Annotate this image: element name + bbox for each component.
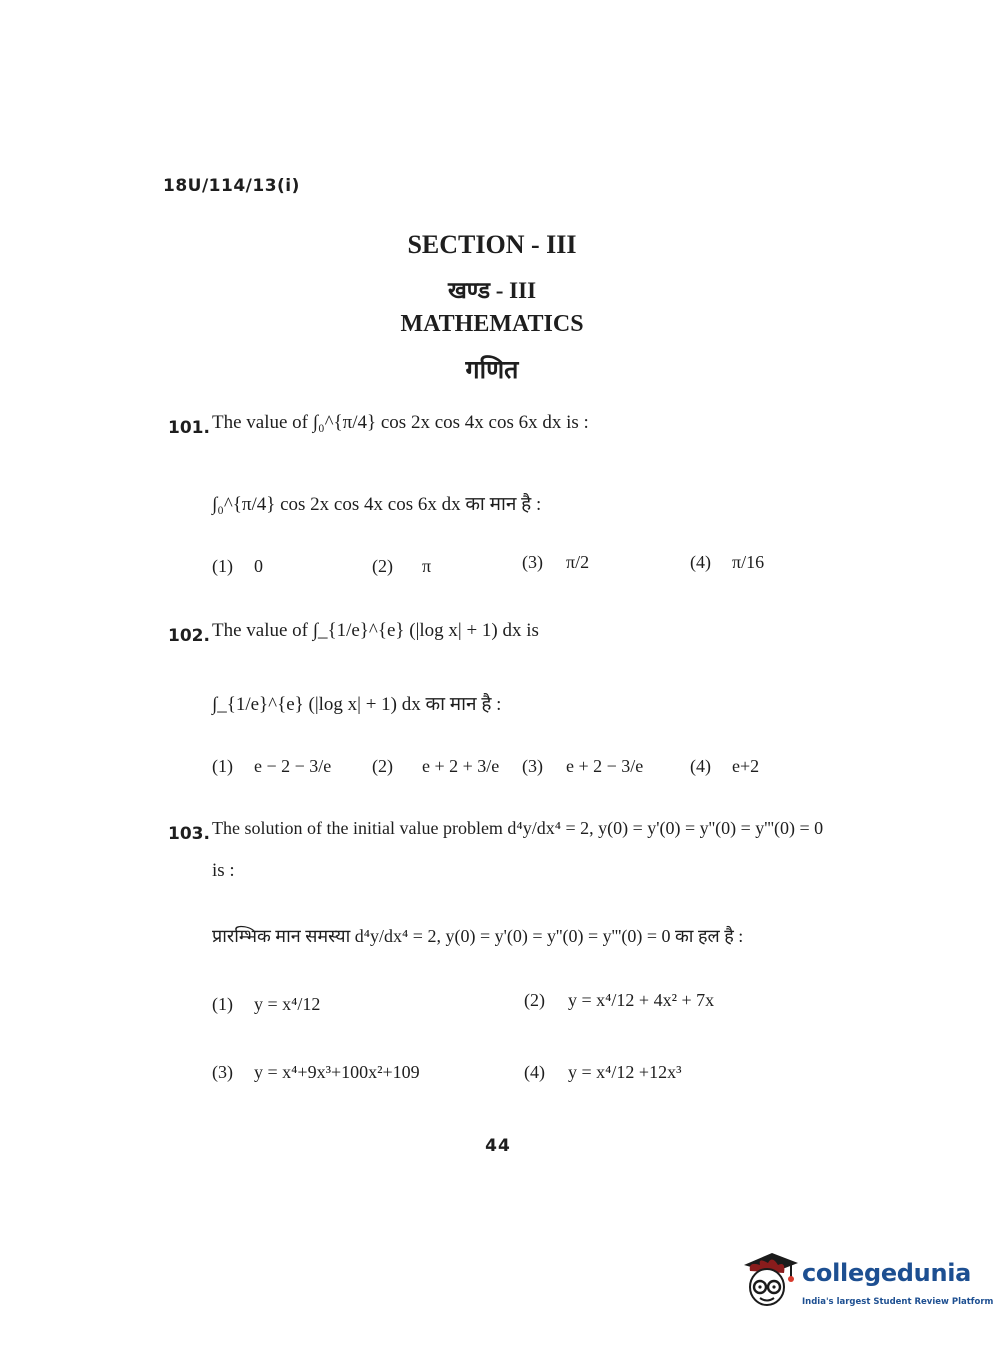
option-label: (4) xyxy=(524,1062,545,1082)
subject-en: MATHEMATICS xyxy=(400,311,584,337)
option-value: y = x⁴/12 +12x³ xyxy=(568,1062,682,1082)
page-number: 44 xyxy=(485,1136,511,1156)
question-text-en: The solution of the initial value problem d⁴y/dx⁴ = 2, y(0) = y'(0) = y''(0) = y'''(0) = 0 xyxy=(212,818,824,838)
student-mascot-icon xyxy=(740,1249,800,1311)
option-label: (1) xyxy=(212,994,233,1014)
option-value: y = x⁴+9x³+100x²+109 xyxy=(254,1062,420,1082)
option-label: (4) xyxy=(690,756,711,776)
option-value: e + 2 − 3/e xyxy=(566,756,644,776)
option-value: 0 xyxy=(254,556,263,576)
option-value: π xyxy=(422,556,432,576)
brand-logo[interactable] xyxy=(740,1247,994,1315)
question-text-en-cont: is : xyxy=(212,860,235,881)
question-text-en: The value of ∫_{1/e}^{e} (|log x| + 1) dx is xyxy=(212,620,539,641)
section-title-en: SECTION - III xyxy=(407,230,577,259)
option-value: π/16 xyxy=(732,552,765,572)
option-label: (2) xyxy=(372,756,393,776)
option-label: (1) xyxy=(212,556,233,576)
paper-code: 18U/114/13(i) xyxy=(163,176,300,196)
option-label: (1) xyxy=(212,756,233,776)
option-label: (2) xyxy=(524,990,545,1010)
question-number: 103. xyxy=(168,824,210,844)
option-label: (3) xyxy=(522,552,543,572)
option-value: y = x⁴/12 xyxy=(254,994,321,1014)
option-label: (4) xyxy=(690,552,711,572)
question-text-en: The value of ∫₀^{π/4} cos 2x cos 4x cos 6x dx is : xyxy=(212,412,589,433)
question-text-hi: ∫_{1/e}^{e} (|log x| + 1) dx का मान है : xyxy=(212,694,502,715)
question-number: 102. xyxy=(168,626,210,646)
option-value: e − 2 − 3/e xyxy=(254,756,332,776)
option-label: (3) xyxy=(212,1062,233,1082)
section-title-hi: खण्ड - III xyxy=(447,278,537,303)
brand-tagline: India's largest Student Review Platform xyxy=(802,1297,994,1307)
option-value: e+2 xyxy=(732,756,760,776)
question-text-hi: ∫₀^{π/4} cos 2x cos 4x cos 6x dx का मान है : xyxy=(212,494,542,515)
option-value: π/2 xyxy=(566,552,590,572)
option-value: y = x⁴/12 + 4x² + 7x xyxy=(568,990,715,1010)
option-label: (3) xyxy=(522,756,543,776)
option-label: (2) xyxy=(372,556,393,576)
question-text-hi: प्रारम्भिक मान समस्या d⁴y/dx⁴ = 2, y(0) = y'(0) = y''(0) = y'''(0) = 0 का हल है : xyxy=(212,926,744,946)
question-number: 101. xyxy=(168,418,210,438)
option-value: e + 2 + 3/e xyxy=(422,756,500,776)
brand-name: collegedunia xyxy=(802,1259,972,1287)
subject-hi: गणित xyxy=(465,357,519,384)
